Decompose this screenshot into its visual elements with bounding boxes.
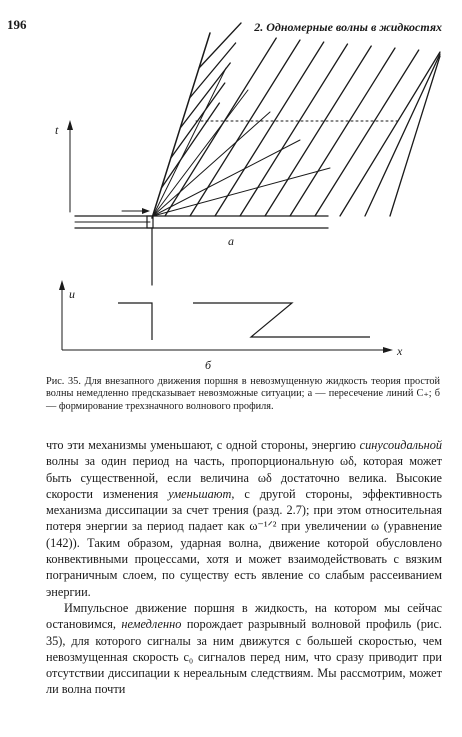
- paragraph: [46, 600, 442, 698]
- emphasis-text: синусоидальной: [359, 438, 442, 452]
- fan-line: [153, 68, 226, 216]
- emphasis-text: немедленно: [121, 617, 182, 632]
- fan-line: [153, 90, 248, 216]
- panel-a-diagram: [67, 23, 440, 285]
- caption-label: Рис. 35.: [46, 376, 81, 387]
- body-text: [46, 437, 442, 698]
- characteristic-line: [290, 48, 395, 216]
- piston-arrow-head: [142, 208, 150, 214]
- profile-left: [118, 303, 152, 340]
- paragraph-text: , с другой стороны, эффективность механизма диссипации за счет трения (разд. 2.7); при этом относительная потеря энергии за период падает как ω⁻¹ᐟ² при увеличении ω (уравнение (142)). Таким образом, ударная волна, движение которой обусловлено конвективными процессами, хотя и может взаимодействовать с вязким пограничным слоем, по существу есть явление со слабым рассеиванием энергии.: [46, 486, 443, 599]
- u-axis-arrow: [59, 280, 65, 290]
- paragraph-text: что эти механизмы уменьшают, с одной стороны, энергию: [46, 438, 360, 452]
- paragraph: [46, 437, 442, 600]
- x-axis-label: x: [397, 344, 403, 358]
- figure-caption: [46, 376, 440, 413]
- panel-a-label: a: [228, 234, 234, 248]
- characteristic-line: [190, 43, 236, 98]
- characteristic-line: [180, 63, 230, 128]
- paragraph-text: Импульсное движение поршня в жидкость, на котором мы сейчас остановимся,: [46, 600, 442, 632]
- characteristic-line: [190, 40, 300, 216]
- characteristic-line: [340, 52, 440, 216]
- u-axis-label: u: [69, 287, 75, 301]
- caption-text: Для внезапного движения поршня в невозмущенную жидкость теория простой волны немедленно предсказывает невозможные ситуации; а — пересечение линий C₊; б — формирование трехзначного волнового профиля.: [46, 376, 440, 412]
- running-head: 2. Одномерные волны в жидкостях: [254, 20, 442, 34]
- profile-right: [193, 303, 370, 337]
- paragraph-text: порождает разрывный волновой профиль (рис. 35), для которого сигналы за ним движутся с большей скоростью, чем невозмущенная скорость c₀ сигналов перед ним, что сразу приводит при отсутствии диссипации к нереальным следствиям. Мы рассмотрим, может ли волна почти: [46, 617, 442, 697]
- characteristic-line: [215, 42, 324, 216]
- page-number: 196: [7, 17, 27, 32]
- panel-b-diagram: [59, 280, 393, 353]
- emphasis-text: уменьшают: [168, 486, 232, 501]
- characteristic-lines: [161, 23, 440, 216]
- characteristic-line: [390, 56, 440, 216]
- t-axis-label: t: [55, 123, 59, 137]
- t-axis-arrow: [67, 120, 73, 130]
- paragraph-text: волны за один период на часть, пропорциональную ωδ, которая может быть существенной, если величина ωδ достаточно велика. Высокие скорости изменения: [46, 454, 442, 501]
- panel-b-label: б: [205, 358, 212, 372]
- x-axis-arrow: [383, 347, 393, 353]
